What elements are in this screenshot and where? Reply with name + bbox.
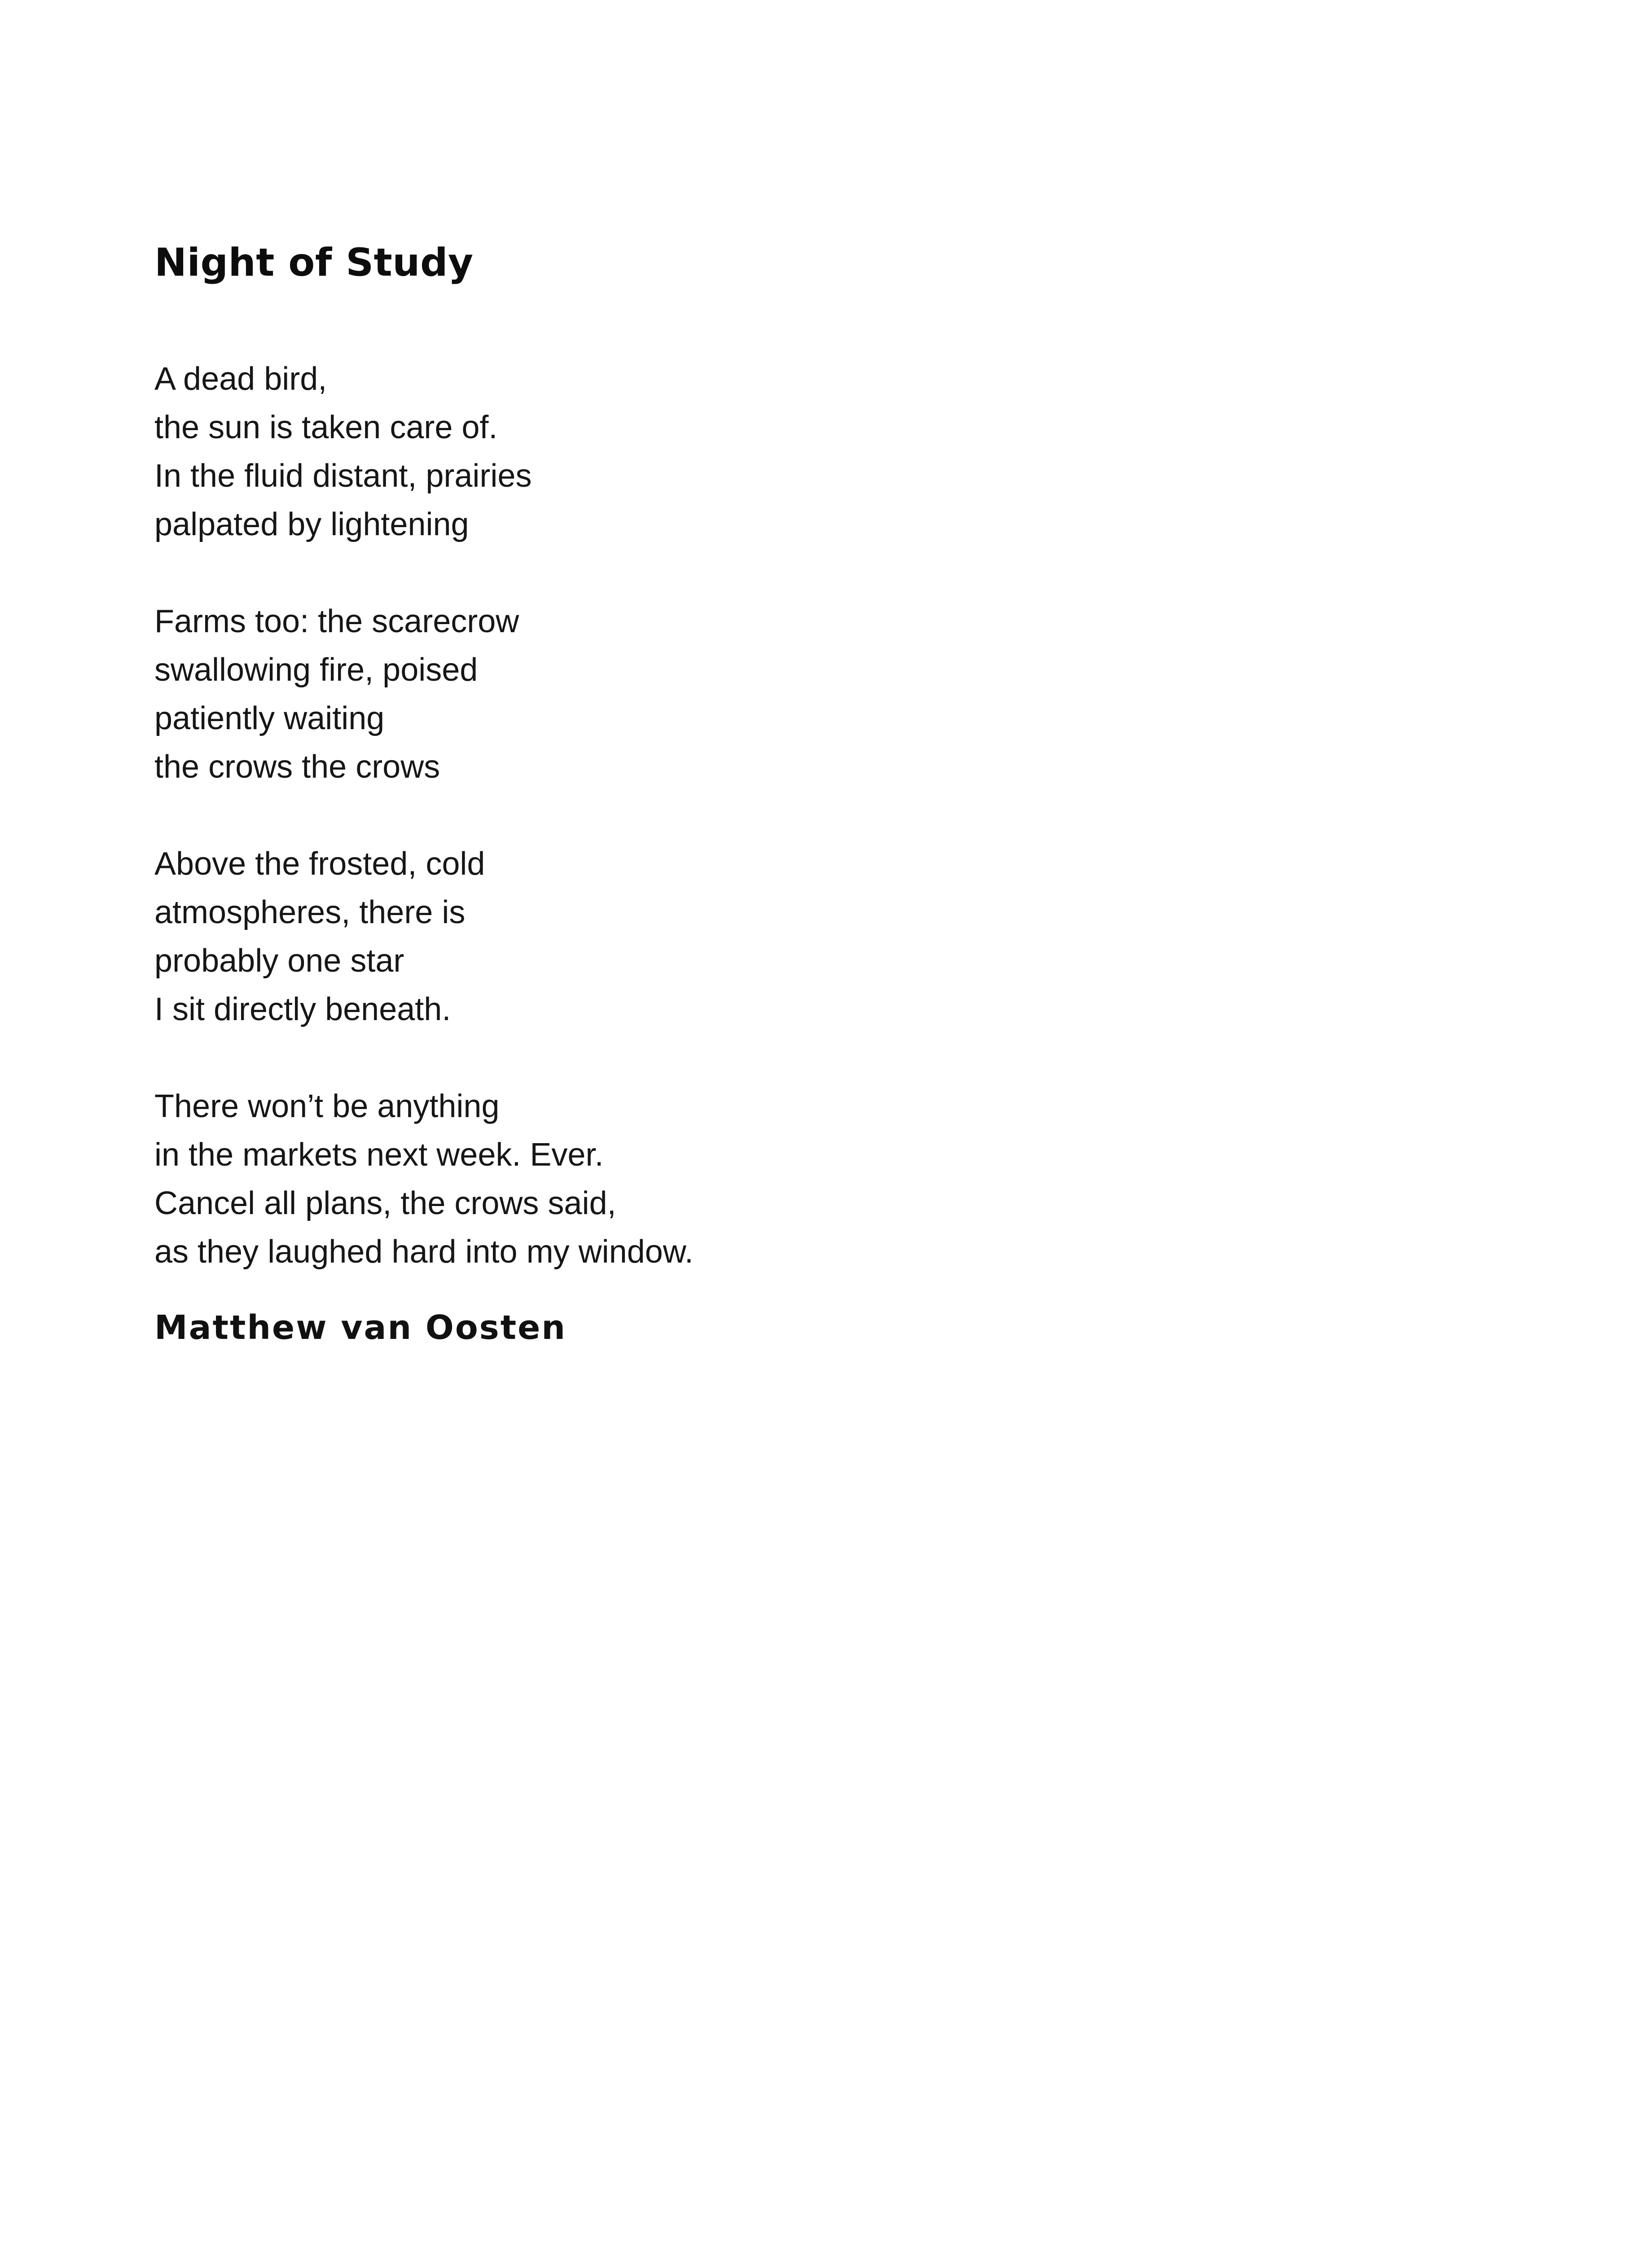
stanza-4 xyxy=(154,1082,1142,1276)
poem-line: palpated by lightening xyxy=(154,506,469,542)
poem-body xyxy=(154,355,1142,1325)
poem-line: the crows the crows xyxy=(154,749,440,785)
poem-title: Night of Study xyxy=(154,240,474,285)
poem-line: Above the frosted, cold xyxy=(154,846,485,882)
poem-line: Farms too: the scarecrow xyxy=(154,603,519,639)
poem-author: Matthew van Oosten xyxy=(154,1308,567,1347)
stanza-2 xyxy=(154,597,1142,791)
poem-line: patiently waiting xyxy=(154,700,385,736)
poem-line: in the markets next week. Ever. xyxy=(154,1137,604,1173)
poem-line: There won’t be anything xyxy=(154,1088,500,1124)
stanza-3 xyxy=(154,840,1142,1034)
poem-line: In the fluid distant, prairies xyxy=(154,458,532,494)
poem-line: swallowing fire, poised xyxy=(154,652,478,688)
poem-line: as they laughed hard into my window. xyxy=(154,1234,694,1270)
poem-line: the sun is taken care of. xyxy=(154,409,498,445)
stanza-1 xyxy=(154,355,1142,549)
poem-line: A dead bird, xyxy=(154,361,327,397)
poem-line: Cancel all plans, the crows said, xyxy=(154,1185,616,1221)
poem-line: atmospheres, there is xyxy=(154,894,466,930)
poem-line: probably one star xyxy=(154,943,404,979)
poem-line: I sit directly beneath. xyxy=(154,991,451,1027)
